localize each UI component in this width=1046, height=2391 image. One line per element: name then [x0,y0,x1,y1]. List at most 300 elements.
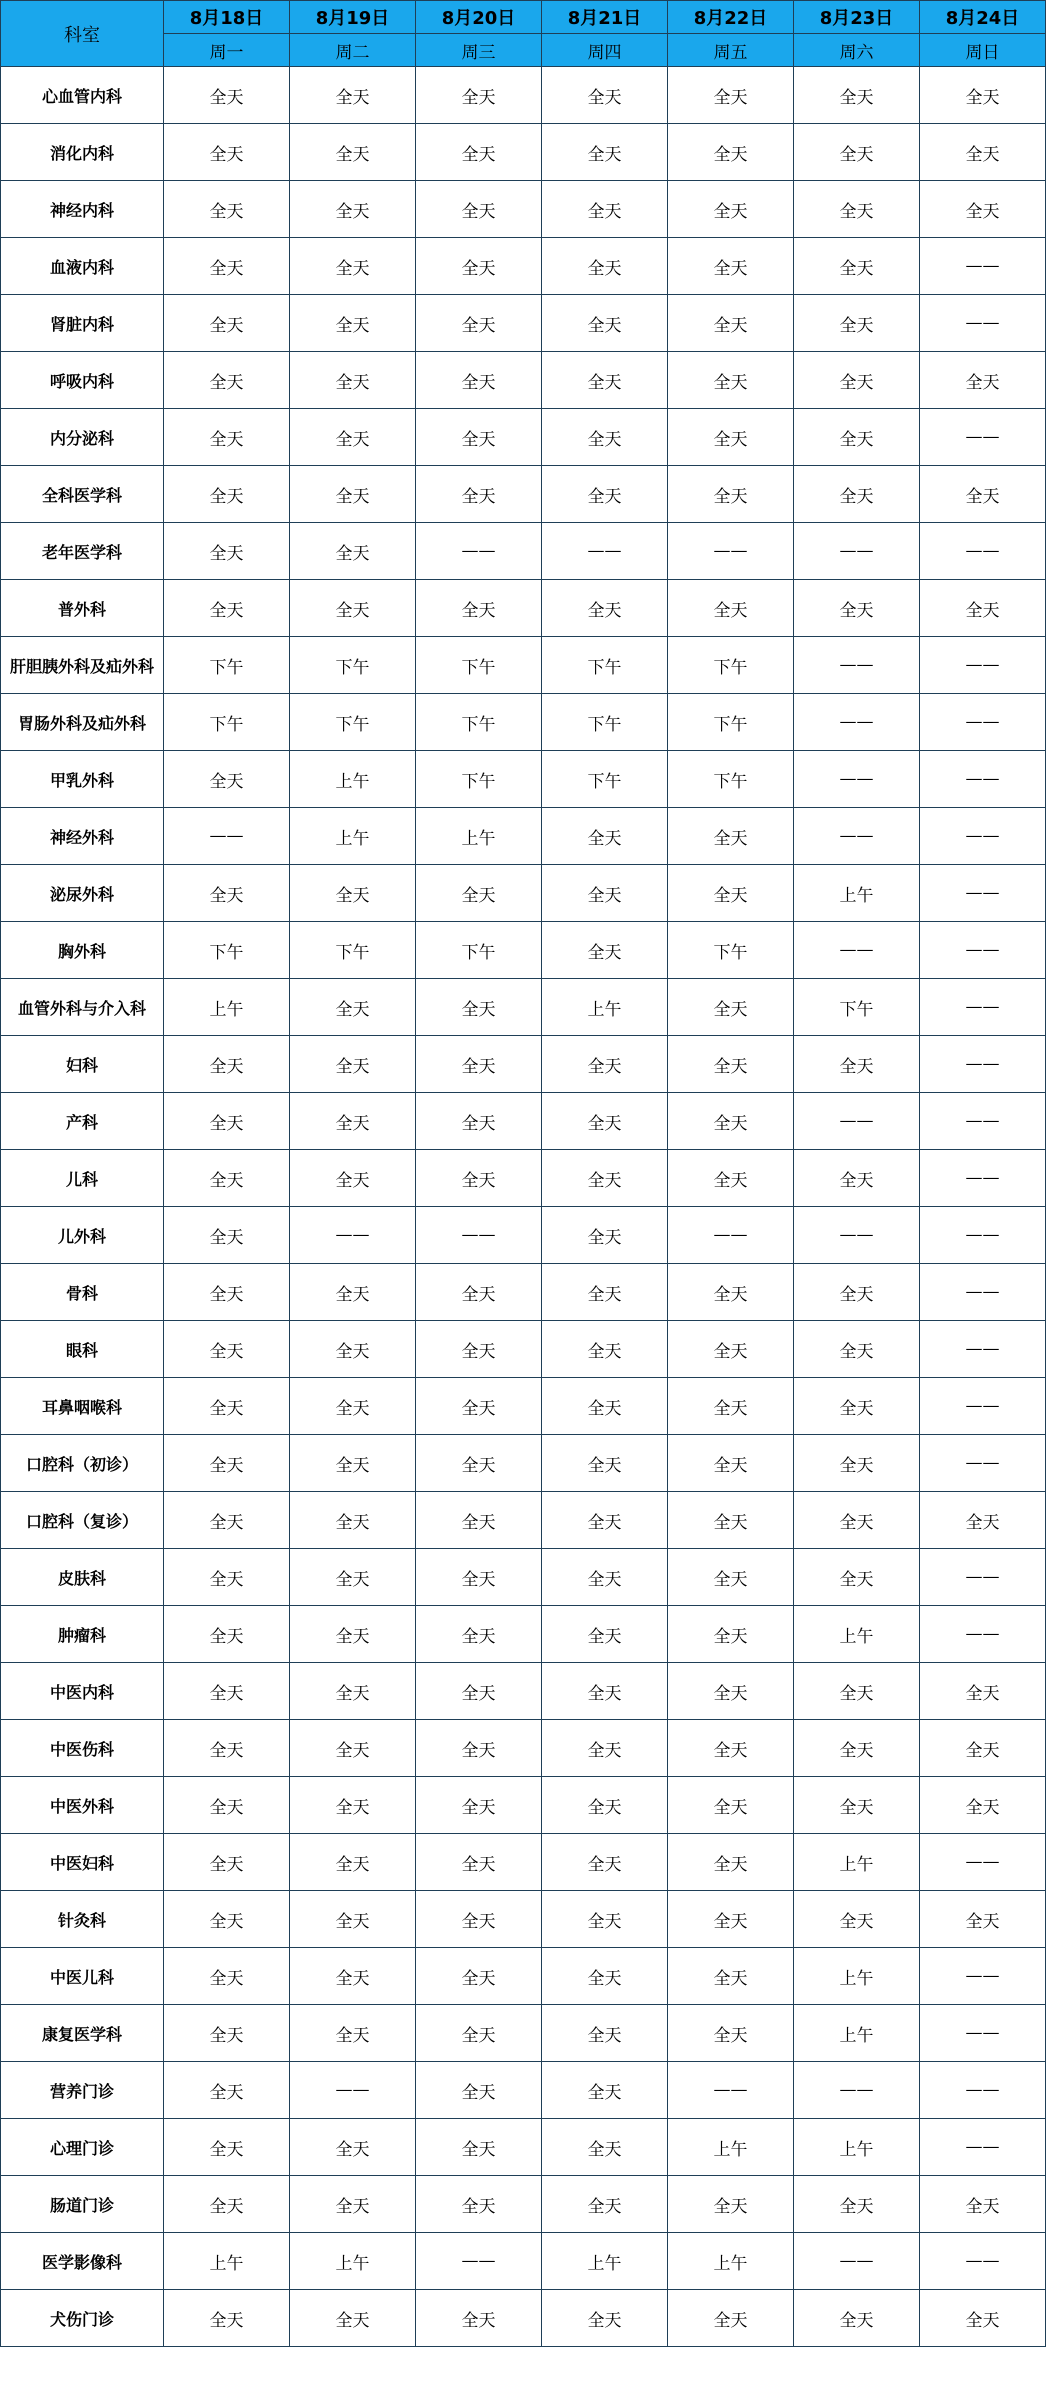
schedule-cell: 全天 [794,1435,920,1492]
schedule-cell: 全天 [416,409,542,466]
schedule-cell: —— [920,694,1046,751]
schedule-cell: 全天 [542,1606,668,1663]
schedule-cell: 全天 [668,238,794,295]
schedule-cell: —— [794,808,920,865]
schedule-cell: 上午 [668,2233,794,2290]
schedule-cell: 全天 [416,67,542,124]
dept-name: 口腔科（初诊） [1,1435,164,1492]
weekday-header: 周日 [920,34,1046,67]
schedule-cell: 全天 [416,1150,542,1207]
table-row [1,124,1046,181]
schedule-cell: 全天 [794,1378,920,1435]
schedule-cell: 全天 [416,295,542,352]
schedule-cell: 全天 [164,1435,290,1492]
table-row [1,1150,1046,1207]
schedule-cell: 全天 [290,2176,416,2233]
dept-name: 产科 [1,1093,164,1150]
schedule-cell: —— [920,808,1046,865]
table-row [1,2119,1046,2176]
schedule-cell: 全天 [794,1663,920,1720]
schedule-cell: 全天 [164,352,290,409]
schedule-cell: 全天 [668,1891,794,1948]
schedule-cell: 下午 [668,751,794,808]
weekday-header: 周三 [416,34,542,67]
schedule-cell: 全天 [290,979,416,1036]
schedule-cell: 全天 [920,352,1046,409]
table-row [1,580,1046,637]
schedule-cell: 全天 [290,523,416,580]
schedule-cell: 全天 [416,466,542,523]
schedule-cell: —— [542,523,668,580]
schedule-cell: —— [290,2062,416,2119]
schedule-cell: 全天 [164,2062,290,2119]
schedule-cell: —— [668,523,794,580]
schedule-cell: 全天 [416,1606,542,1663]
dept-name: 肿瘤科 [1,1606,164,1663]
schedule-cell: 全天 [542,1150,668,1207]
schedule-cell: 全天 [164,409,290,466]
schedule-cell: 全天 [542,2005,668,2062]
schedule-cell: 全天 [920,580,1046,637]
schedule-cell: 上午 [542,2233,668,2290]
dept-column-header: 科室 [1,1,164,67]
table-row [1,1321,1046,1378]
schedule-cell: 全天 [290,865,416,922]
schedule-cell: —— [794,523,920,580]
schedule-cell: 全天 [794,67,920,124]
schedule-cell: —— [920,865,1046,922]
schedule-cell: 全天 [794,1492,920,1549]
schedule-cell: 全天 [290,1150,416,1207]
schedule-cell: —— [920,1321,1046,1378]
schedule-cell: —— [794,2233,920,2290]
schedule-cell: 全天 [164,1777,290,1834]
weekday-header: 周五 [668,34,794,67]
schedule-cell: 全天 [164,1207,290,1264]
schedule-cell: 全天 [668,1606,794,1663]
schedule-body [1,67,1046,2347]
schedule-cell: 下午 [794,979,920,1036]
dept-name: 中医外科 [1,1777,164,1834]
schedule-cell: 全天 [164,181,290,238]
schedule-cell: 下午 [668,637,794,694]
schedule-cell: —— [920,238,1046,295]
schedule-cell: 全天 [542,2062,668,2119]
schedule-cell: 全天 [416,1435,542,1492]
dept-name: 中医妇科 [1,1834,164,1891]
dept-name: 心理门诊 [1,2119,164,2176]
schedule-cell: 全天 [920,2290,1046,2347]
schedule-cell: —— [794,751,920,808]
schedule-cell: —— [920,1093,1046,1150]
table-row [1,352,1046,409]
date-row [1,1,1046,34]
schedule-cell: 全天 [164,1834,290,1891]
schedule-cell: 全天 [668,466,794,523]
schedule-cell: 全天 [416,1036,542,1093]
schedule-cell: 下午 [164,922,290,979]
schedule-cell: 全天 [794,2176,920,2233]
weekday-header: 周六 [794,34,920,67]
schedule-cell: 全天 [668,409,794,466]
schedule-cell: 下午 [542,751,668,808]
schedule-cell: 全天 [920,67,1046,124]
table-row [1,181,1046,238]
schedule-cell: 全天 [290,352,416,409]
schedule-cell: 全天 [290,1777,416,1834]
dept-name: 呼吸内科 [1,352,164,409]
schedule-cell: 全天 [290,67,416,124]
schedule-cell: 全天 [542,1378,668,1435]
schedule-cell: —— [416,1207,542,1264]
dept-name: 血液内科 [1,238,164,295]
schedule-cell: —— [794,637,920,694]
schedule-cell: 全天 [668,979,794,1036]
dept-name: 妇科 [1,1036,164,1093]
schedule-cell: 全天 [542,1321,668,1378]
schedule-cell: —— [920,1378,1046,1435]
dept-name: 皮肤科 [1,1549,164,1606]
schedule-cell: 全天 [416,2005,542,2062]
schedule-cell: 全天 [542,580,668,637]
schedule-cell: 全天 [794,1891,920,1948]
schedule-cell: 全天 [164,466,290,523]
schedule-cell: 全天 [542,1264,668,1321]
table-row [1,808,1046,865]
dept-name: 中医伤科 [1,1720,164,1777]
table-row [1,1435,1046,1492]
schedule-cell: 全天 [290,1549,416,1606]
schedule-cell: 全天 [794,409,920,466]
schedule-cell: 下午 [668,694,794,751]
table-row [1,466,1046,523]
schedule-cell: 全天 [416,1891,542,1948]
schedule-cell: 下午 [542,637,668,694]
dept-name: 心血管内科 [1,67,164,124]
schedule-cell: 全天 [290,2005,416,2062]
table-row [1,2005,1046,2062]
table-row [1,922,1046,979]
table-row [1,637,1046,694]
schedule-cell: 全天 [416,1549,542,1606]
schedule-cell: 全天 [794,1321,920,1378]
dept-name: 内分泌科 [1,409,164,466]
schedule-cell: 上午 [164,2233,290,2290]
schedule-cell: 全天 [416,2176,542,2233]
schedule-cell: —— [668,2062,794,2119]
schedule-cell: 全天 [794,1720,920,1777]
date-header: 8月19日 [290,1,416,34]
dept-name: 口腔科（复诊） [1,1492,164,1549]
schedule-cell: 全天 [668,1378,794,1435]
schedule-cell: 全天 [668,295,794,352]
schedule-cell: 全天 [164,865,290,922]
schedule-cell: 全天 [668,124,794,181]
schedule-cell: —— [920,1207,1046,1264]
table-row [1,979,1046,1036]
schedule-cell: 全天 [668,1036,794,1093]
date-header: 8月23日 [794,1,920,34]
schedule-cell: 下午 [290,922,416,979]
schedule-cell: 上午 [290,2233,416,2290]
schedule-cell: 全天 [416,1492,542,1549]
schedule-cell: 全天 [542,1948,668,2005]
schedule-cell: 全天 [416,1264,542,1321]
table-row [1,2290,1046,2347]
weekday-header: 周二 [290,34,416,67]
schedule-cell: 全天 [542,2176,668,2233]
schedule-cell: —— [920,979,1046,1036]
dept-name: 泌尿外科 [1,865,164,922]
schedule-cell: 全天 [164,1150,290,1207]
schedule-cell: 全天 [920,1663,1046,1720]
schedule-cell: —— [920,751,1046,808]
schedule-cell: 全天 [290,1093,416,1150]
schedule-cell: 上午 [290,751,416,808]
schedule-cell: 全天 [416,181,542,238]
schedule-cell: 全天 [668,1720,794,1777]
schedule-cell: 全天 [668,808,794,865]
schedule-cell: 全天 [164,2176,290,2233]
table-row [1,1036,1046,1093]
table-row [1,694,1046,751]
schedule-cell: 全天 [164,751,290,808]
schedule-cell: —— [416,2233,542,2290]
dept-name: 骨科 [1,1264,164,1321]
schedule-cell: 全天 [416,1720,542,1777]
schedule-cell: 全天 [542,2119,668,2176]
schedule-cell: —— [794,2062,920,2119]
schedule-cell: 全天 [290,295,416,352]
schedule-cell: 全天 [542,409,668,466]
schedule-cell: 全天 [290,1948,416,2005]
table-row [1,865,1046,922]
schedule-cell: —— [416,523,542,580]
schedule-cell: 全天 [542,238,668,295]
schedule-cell: —— [920,1036,1046,1093]
schedule-cell: 全天 [668,67,794,124]
schedule-cell: 全天 [164,1663,290,1720]
schedule-header [1,1,1046,67]
schedule-cell: 全天 [542,1435,668,1492]
schedule-cell: 全天 [290,1264,416,1321]
schedule-cell: 全天 [416,1948,542,2005]
schedule-cell: 全天 [290,1720,416,1777]
schedule-cell: 全天 [290,580,416,637]
schedule-cell: 全天 [920,1720,1046,1777]
dept-name: 胃肠外科及疝外科 [1,694,164,751]
dept-name: 普外科 [1,580,164,637]
table-row [1,2176,1046,2233]
date-header: 8月20日 [416,1,542,34]
schedule-cell: 全天 [794,1150,920,1207]
schedule-cell: 上午 [794,2119,920,2176]
dept-name: 针灸科 [1,1891,164,1948]
table-row [1,67,1046,124]
schedule-cell: 全天 [794,2290,920,2347]
schedule-cell: 全天 [668,1834,794,1891]
schedule-cell: 上午 [542,979,668,1036]
weekday-header: 周一 [164,34,290,67]
schedule-cell: 全天 [542,1891,668,1948]
schedule-cell: 全天 [668,1321,794,1378]
schedule-cell: 全天 [794,466,920,523]
schedule-cell: 全天 [794,1549,920,1606]
schedule-cell: 全天 [416,580,542,637]
dept-name: 肝胆胰外科及疝外科 [1,637,164,694]
dept-name: 犬伤门诊 [1,2290,164,2347]
schedule-cell: 全天 [164,1606,290,1663]
table-row [1,1207,1046,1264]
dept-name: 老年医学科 [1,523,164,580]
schedule-cell: 全天 [542,808,668,865]
schedule-cell: 全天 [416,2119,542,2176]
schedule-cell: 全天 [542,1720,668,1777]
schedule-cell: 全天 [416,124,542,181]
dept-name: 儿科 [1,1150,164,1207]
schedule-cell: 下午 [416,751,542,808]
table-row [1,1720,1046,1777]
dept-name: 医学影像科 [1,2233,164,2290]
schedule-cell: 全天 [290,1378,416,1435]
schedule-cell: 全天 [668,1663,794,1720]
schedule-cell: 上午 [416,808,542,865]
schedule-cell: 下午 [290,637,416,694]
table-row [1,1891,1046,1948]
schedule-cell: 全天 [668,2290,794,2347]
schedule-cell: 下午 [668,922,794,979]
schedule-cell: 全天 [920,1891,1046,1948]
schedule-cell: 下午 [542,694,668,751]
schedule-cell: 全天 [416,2290,542,2347]
schedule-cell: —— [920,1150,1046,1207]
schedule-cell: 全天 [542,295,668,352]
schedule-cell: 全天 [290,238,416,295]
schedule-cell: 全天 [416,1834,542,1891]
schedule-cell: —— [920,637,1046,694]
schedule-cell: 全天 [290,1036,416,1093]
schedule-cell: 全天 [668,1150,794,1207]
schedule-cell: 全天 [668,2176,794,2233]
schedule-cell: 全天 [164,2290,290,2347]
schedule-cell: 下午 [416,922,542,979]
dept-name: 神经外科 [1,808,164,865]
dept-name: 胸外科 [1,922,164,979]
table-row [1,751,1046,808]
schedule-cell: 全天 [794,1264,920,1321]
table-row [1,2233,1046,2290]
schedule-cell: 全天 [290,181,416,238]
schedule-cell: —— [794,1207,920,1264]
schedule-cell: 全天 [542,1834,668,1891]
schedule-cell: 全天 [416,865,542,922]
schedule-cell: —— [920,1834,1046,1891]
schedule-cell: 全天 [668,352,794,409]
schedule-cell: 全天 [542,2290,668,2347]
schedule-cell: 全天 [416,352,542,409]
schedule-cell: 全天 [542,1207,668,1264]
schedule-cell: 全天 [164,1321,290,1378]
schedule-cell: 下午 [416,637,542,694]
schedule-cell: 全天 [164,1720,290,1777]
schedule-cell: 全天 [542,1663,668,1720]
schedule-cell: 全天 [416,1777,542,1834]
date-header: 8月22日 [668,1,794,34]
table-row [1,1663,1046,1720]
schedule-cell: 上午 [794,865,920,922]
schedule-cell: 全天 [542,865,668,922]
dept-name: 消化内科 [1,124,164,181]
schedule-cell: 全天 [794,124,920,181]
table-row [1,295,1046,352]
schedule-cell: 全天 [668,1435,794,1492]
schedule-cell: —— [290,1207,416,1264]
table-row [1,1492,1046,1549]
table-row [1,1606,1046,1663]
schedule-cell: 全天 [794,238,920,295]
dept-name: 肾脏内科 [1,295,164,352]
dept-name: 耳鼻咽喉科 [1,1378,164,1435]
date-header: 8月24日 [920,1,1046,34]
schedule-cell: 全天 [542,466,668,523]
schedule-cell: 全天 [164,2005,290,2062]
dept-name: 儿外科 [1,1207,164,1264]
schedule-cell: 全天 [164,1036,290,1093]
schedule-cell: 全天 [290,1834,416,1891]
schedule-cell: 上午 [794,1606,920,1663]
schedule-cell: 全天 [920,1492,1046,1549]
schedule-cell: —— [920,2233,1046,2290]
dept-name: 血管外科与介入科 [1,979,164,1036]
schedule-cell: 全天 [290,1435,416,1492]
table-row [1,1549,1046,1606]
schedule-cell: 全天 [668,1549,794,1606]
schedule-cell: 全天 [794,580,920,637]
schedule-cell: 全天 [416,238,542,295]
schedule-cell: 全天 [164,1264,290,1321]
schedule-cell: 下午 [290,694,416,751]
table-row [1,238,1046,295]
schedule-cell: 全天 [668,1948,794,2005]
schedule-cell: 全天 [542,922,668,979]
schedule-cell: —— [920,1948,1046,2005]
schedule-cell: —— [920,2062,1046,2119]
schedule-cell: 全天 [416,1663,542,1720]
dept-name: 康复医学科 [1,2005,164,2062]
schedule-cell: —— [164,808,290,865]
schedule-cell: 下午 [416,694,542,751]
schedule-cell: 全天 [668,1492,794,1549]
schedule-cell: 上午 [794,1834,920,1891]
schedule-cell: 全天 [290,1321,416,1378]
schedule-cell: 全天 [290,2119,416,2176]
schedule-cell: 全天 [416,1321,542,1378]
schedule-cell: 全天 [164,1492,290,1549]
schedule-cell: 全天 [290,409,416,466]
date-header: 8月18日 [164,1,290,34]
schedule-cell: 全天 [164,2119,290,2176]
weekday-header: 周四 [542,34,668,67]
schedule-cell: 全天 [164,1891,290,1948]
schedule-cell: 全天 [668,181,794,238]
schedule-cell: —— [920,1549,1046,1606]
table-row [1,1948,1046,2005]
schedule-cell: 全天 [290,1606,416,1663]
schedule-cell: 全天 [164,523,290,580]
table-row [1,409,1046,466]
schedule-cell: 全天 [794,181,920,238]
schedule-cell: 全天 [542,1777,668,1834]
